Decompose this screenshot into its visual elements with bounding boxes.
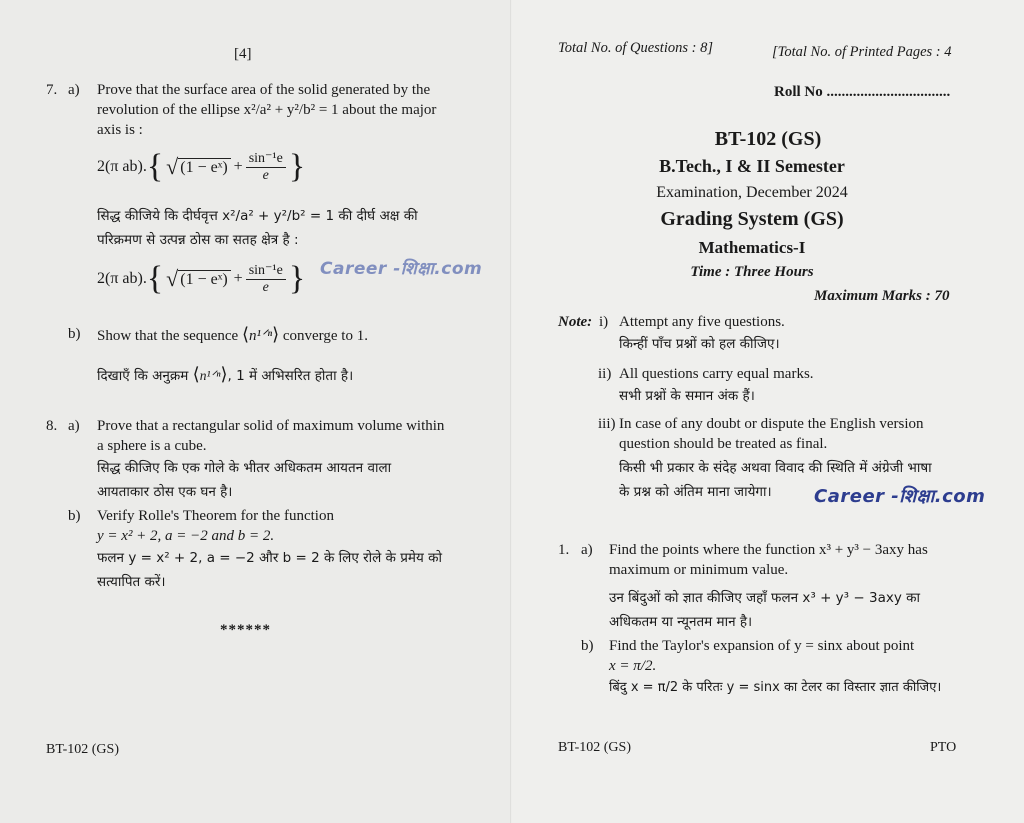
q8b-hi-line1: फलन y = x² + 2, a = −2 और b = 2 के लिए रोले के प्रमेय को — [97, 550, 442, 566]
q1b-en-line2: x = π/2. — [609, 658, 657, 674]
grading-system: Grading System (GS) — [660, 208, 844, 230]
q1a-hi-line2: अधिकतम या न्यूनतम मान है। — [609, 614, 753, 630]
watermark-right: Career -शिक्षा.com — [814, 486, 986, 507]
note-iii-hi-line1: किसी भी प्रकार के संदेह अथवा विवाद की स्थिति में अंग्रेजी भाषा — [619, 460, 932, 476]
q8b-hi-line2: सत्यापित करें। — [97, 574, 166, 590]
course-title: B.Tech., I & II Semester — [659, 156, 845, 176]
q8a-en-line2: a sphere is a cube. — [97, 438, 207, 454]
subject: Mathematics-I — [698, 238, 806, 257]
q7-number: 7. — [46, 82, 58, 98]
q7b-hi: दिखाएँ कि अनुक्रम ⟨n¹ᐟⁿ⟩, 1 में अभिसरित होता है। — [97, 364, 354, 384]
note-label: Note: — [558, 314, 593, 330]
q1a-hi-line1: उन बिंदुओं को ज्ञात कीजिए जहाँ फलन x³ + y³ − 3axy का — [609, 590, 920, 606]
total-questions: Total No. of Questions : 8] — [558, 40, 713, 56]
note-i-en: Attempt any five questions. — [619, 314, 785, 330]
footer-pto: PTO — [930, 740, 957, 755]
q1b-en-line1: Find the Taylor's expansion of y = sinx about point — [609, 638, 915, 654]
note-i-label: i) — [599, 314, 609, 330]
q1b-hi-line1: बिंदु x = π/2 के परितः y = sinx का टेलर का विस्तार ज्ञात कीजिए। — [609, 680, 942, 695]
time: Time : Three Hours — [690, 264, 814, 280]
q7a-formula-2: 2(π ab). { √ (1 − eˣ) + $\frac{\text{sin⁻¹e}}{e}$ } — [97, 260, 306, 297]
q7b-label: b) — [68, 326, 81, 342]
footer-code-left: BT-102 (GS) — [46, 742, 119, 757]
note-ii-hi: सभी प्रश्नों के समान अंक हैं। — [619, 388, 755, 404]
q1a-en-line1: Find the points where the function x³ + y³ − 3axy has — [609, 542, 928, 558]
formula-fraction: $\frac{\text{sin⁻¹e}}{e}$ — [246, 150, 286, 184]
note-ii-label: ii) — [598, 366, 612, 382]
end-mark: ****** — [220, 622, 271, 638]
q7a-en-line3: axis is : — [97, 122, 143, 138]
right-page — [512, 0, 1024, 823]
q8b-en-line2: y = x² + 2, a = −2 and b = 2. — [97, 528, 275, 544]
note-iii-hi-line2: के प्रश्न को अंतिम माना जायेगा। — [619, 484, 772, 500]
page-number: [4] — [234, 46, 252, 62]
q7a-label: a) — [68, 82, 80, 98]
note-iii-en-line1: In case of any doubt or dispute the English version — [619, 416, 924, 432]
note-ii-en: All questions carry equal marks. — [619, 366, 814, 382]
q8a-hi-line2: आयताकार ठोस एक घन है। — [97, 484, 233, 500]
footer-code-right: BT-102 (GS) — [558, 740, 631, 755]
watermark-left: Career -शिक्षा.com — [320, 259, 483, 279]
exam-session: Examination, December 2024 — [656, 184, 848, 201]
q1a-en-line2: maximum or minimum value. — [609, 562, 789, 578]
q7a-hi-line1: सिद्ध कीजिये कि दीर्घवृत्त x²/a² + y²/b² = 1 की दीर्घ अक्ष की — [97, 208, 418, 224]
note-iii-en-line2: question should be treated as final. — [619, 436, 828, 452]
q7a-hi-line2: परिक्रमण से उत्पन्न ठोस का सतह क्षेत्र है : — [97, 232, 299, 248]
paper-code: BT-102 (GS) — [714, 128, 822, 150]
q1b-label: b) — [581, 638, 594, 654]
q8b-en-line1: Verify Rolle's Theorem for the function — [97, 508, 334, 524]
note-i-hi: किन्हीं पाँच प्रश्नों को हल कीजिए। — [619, 336, 780, 352]
q8-number: 8. — [46, 418, 58, 434]
q7a-formula-1: 2(π ab). { √ (1 − eˣ) + $\frac{\text{sin⁻¹e}}{e}$ } — [97, 148, 306, 185]
formula-sqrt: √ (1 − eˣ) — [166, 154, 230, 180]
q7b-en: Show that the sequence ⟨n¹ᐟⁿ⟩ converge to 1. — [97, 324, 368, 344]
q8b-label: b) — [68, 508, 81, 524]
q8a-hi-line1: सिद्ध कीजिए कि एक गोले के भीतर अधिकतम आयतन वाला — [97, 460, 392, 476]
total-pages: [Total No. of Printed Pages : 4 — [772, 44, 952, 60]
q7a-en-line1: Prove that the surface area of the solid generated by the — [97, 82, 431, 98]
q1-number: 1. — [558, 542, 570, 558]
q1a-label: a) — [581, 542, 593, 558]
q7a-en-line2: revolution of the ellipse x²/a² + y²/b² = 1 about the major — [97, 102, 437, 118]
roll-no: Roll No ................................. — [774, 84, 951, 100]
note-iii-label: iii) — [598, 416, 616, 432]
formula-prefix: 2(π ab). — [97, 158, 147, 175]
q8a-en-line1: Prove that a rectangular solid of maximum volume within — [97, 418, 445, 434]
max-marks: Maximum Marks : 70 — [814, 288, 950, 304]
q8a-label: a) — [68, 418, 80, 434]
